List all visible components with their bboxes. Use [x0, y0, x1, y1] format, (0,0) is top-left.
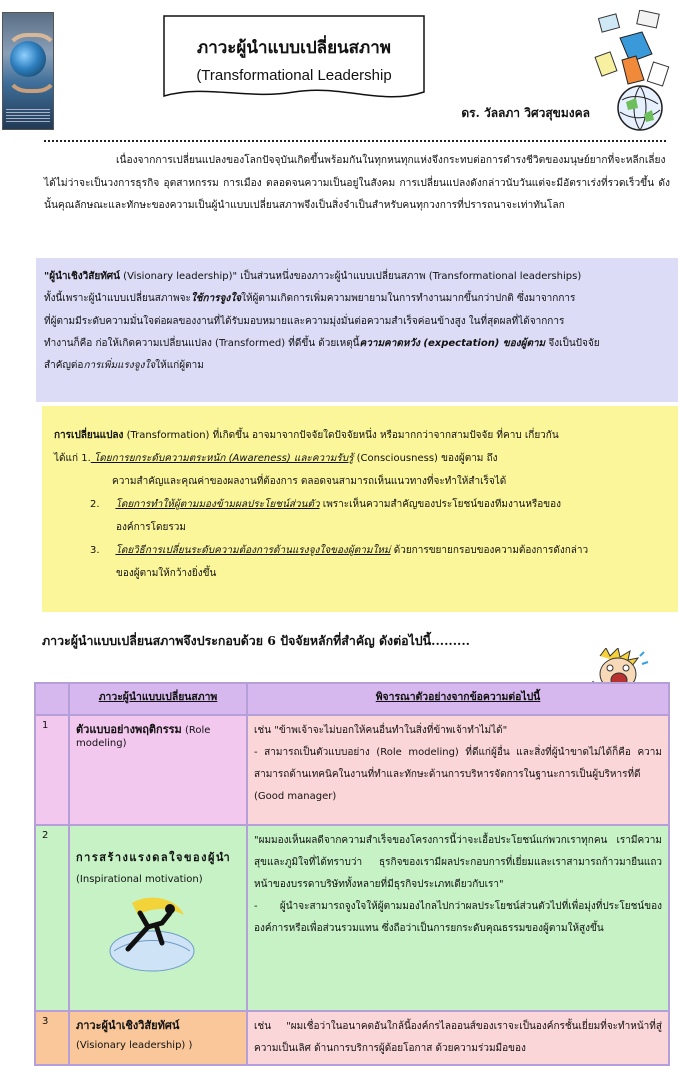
- example-cell: [247, 715, 669, 825]
- factor-title: การสร้างแรงดลใจของผู้นำ: [76, 851, 232, 864]
- visionary-term: ผู้นำเชิงวิสัยทัศน์: [49, 271, 120, 282]
- factor-title: ภาวะผู้นำเชิงวิสัยทัศน์: [76, 1019, 180, 1032]
- table-header-row: [35, 683, 669, 715]
- transformation-paragraph: [54, 424, 672, 585]
- transformation-item-1-number: ได้แก่ 1.: [54, 453, 91, 464]
- table-header-example: พิจารณาตัวอย่างจากข้อความต่อไปนี้: [247, 683, 669, 715]
- visionary-line-2a: ทั้งนี้เพราะผู้นำแบบเปลี่ยนสภาพจะ: [44, 293, 191, 305]
- transformation-item-2-text: เพราะเห็นความสำคัญของประโยชน์ของทีมงานหรือของ: [319, 499, 562, 510]
- transformation-item-2-heading: โดยการทำให้ผู้ตามมองข้ามผลประโยชน์ส่วนตัว: [115, 499, 320, 510]
- page-title: ภาวะผู้นำแบบเปลี่ยนสภาพ: [196, 38, 392, 58]
- visionary-line-4a: ทำงานก็คือ ก่อให้เกิดความเปลี่ยนแปลง (Transformed) ที่ดีขึ้น ด้วยเหตุนี้: [44, 337, 360, 349]
- transformation-item-2-number: 2.: [90, 499, 100, 510]
- visionary-line-4c: จึงเป็นปัจจัย: [545, 337, 600, 349]
- visionary-line-2c: ให้ผู้ตามเกิดการเพิ่มความพยายามในการทำงานมากขึ้นกว่าปกติ ซึ่งมาจากการ: [241, 293, 576, 305]
- flying-papers-clipart-icon: [592, 10, 674, 134]
- factor-english: (Visionary leadership) ): [76, 1040, 193, 1051]
- transformation-line-1: (Transformation) ที่เกิดขึ้น อาจมาจากปัจจัยใดปัจจัยหนึ่ง หรือมากกว่าจากสามปัจจัย ที่คาบ เกี่ยวกัน: [123, 430, 559, 441]
- factor-cell: [69, 715, 247, 825]
- factor-cell: [69, 825, 247, 1011]
- row-number: 2: [35, 825, 69, 1011]
- transformation-item-2-continued: องค์การโดยรวม: [116, 522, 186, 533]
- visionary-emphasis-increase: การเพิ่มแรงจูงใจ: [83, 360, 156, 372]
- table-header-number: [35, 683, 69, 715]
- transformation-item-3-continued: ของผู้ตามให้กว้างยิ่งขึ้น: [116, 568, 217, 579]
- transformation-term: การเปลี่ยนแปลง: [54, 430, 124, 441]
- table-row: [35, 1011, 669, 1065]
- example-text: "ผมมองเห็นผลดีจากความสำเร็จของโครงการนี้ว่าจะเอื้อประโยชน์แก่พวกเราทุกคน เรามีความสุขและภูมิใจที่ได้ทราบว่า ธุรกิจของเรามีผลประกอบการที่เยี่ยมและเราสามารถก้าวมายืนแถวหน้าของบรรดาบริษัททั้งหลายที่มีธุรกิจประเภทเดียวกับเรา" - ผู้นำจะสามารถจูงใจให้ผู้ตามมองไกลไปกว่าผลประโยชน์ส่วนตัวไปที่เพื่อมุ่งที่ประโยชน์ขององค์การหรือเพื่อส่วนรวมแทน ซึ่งถือว่าเป็นการยกระดับคุณธรรมของผู้ตามให้สูงขึ้น: [254, 835, 662, 934]
- visionary-line-3: ที่ผู้ตามมีระดับความมั่นใจต่อผลของงานที่ได้รับมอบหมายและความมุ่งมั่นต่อความสำเร็จค่อนข้างสูง ในที่สุดผลที่ได้จากการ: [44, 315, 565, 327]
- factor-title: ตัวแบบอย่างพฤติกรรม: [76, 723, 182, 736]
- transformation-item-3-text: ด้วยการขยายกรอบของความต้องการดังกล่าว: [390, 545, 589, 556]
- example-text: เช่น "ข้าพเจ้าจะไม่บอกให้คนอื่นทำในสิ่งที่ข้าพเจ้าทำไม่ได้" - สามารถเป็นตัวแบบอย่าง (Role modeling) ที่ดีแก่ผู้อื่น และสิ่งที่ผู้นำขาดไม่ได้ก็คือ ความสามารถด้านเทคนิคในงานที่ทำและทักษะด้านการบริหารจัดการในฐานะการเป็นผู้บริหารที่ดี (Good manager): [254, 725, 662, 802]
- table-header-factor: ภาวะผู้นำแบบเปลี่ยนสภาพ: [69, 683, 247, 715]
- factor-english: (Role modeling): [76, 725, 211, 749]
- visionary-line-1: (Visionary leadership)" เป็นส่วนหนึ่งของภาวะผู้นำแบบเปลี่ยนสภาพ (Transformational leaderships): [119, 271, 582, 282]
- example-cell: [247, 1011, 669, 1065]
- example-text: เช่น "ผมเชื่อว่าในอนาคตอันใกล้นี้องค์กรไลออนส์ของเราจะเป็นองค์กรชั้นเยี่ยมที่จะทำหน้าที่สู่ความเป็นเลิศ ด้านการบริการผู้ด้อยโอกาส ด้วยความร่วมมือของ: [254, 1021, 662, 1054]
- intro-paragraph: [44, 150, 670, 218]
- inspiration-figure-icon: [104, 893, 200, 975]
- visionary-emphasis-expectation: ความคาดหวัง (expectation) ของผู้ตาม: [359, 337, 546, 349]
- table-row: [35, 715, 669, 825]
- header-divider: [44, 140, 666, 142]
- factor-cell: [69, 1011, 247, 1065]
- row-number: 3: [35, 1011, 69, 1065]
- factors-heading: ภาวะผู้นำแบบเปลี่ยนสภาพจึงประกอบด้วย 6 ปัจจัยหลักที่สำคัญ ดังต่อไปนี้.........: [42, 633, 470, 648]
- transformation-item-1-text: (Consciousness) ของผู้ตาม ถึง: [353, 453, 498, 464]
- transformation-item-3-number: 3.: [90, 545, 100, 556]
- hands-icon: [5, 33, 59, 93]
- table-row: [35, 825, 669, 1011]
- visionary-emphasis-motivation: ใช้การจูงใจ: [190, 293, 242, 305]
- book-cover-title: [6, 109, 50, 123]
- visionary-paragraph: "ผู้นำเชิงวิสัยทัศน์ (Visionary leadership)" เป็นส่วนหนึ่งของภาวะผู้นำแบบเปลี่ยนสภาพ (Transformational leaderships) ทั้งนี้เพราะผู้นำแบบเปลี่ยนสภาพจะใช้การจูงใจให้ผู้ตามเกิดการเพิ่มความพยายามในการทำงานมากขึ้นกว่าปกติ ซึ่งมาจากการ ที่ผู้ตามมีระดับความมั่นใจต่อผลของงานที่ได้รับมอบหมายและความมุ่งมั่นต่อความสำเร็จค่อนข้างสูง ในที่สุดผลที่ได้จากการ ทำงานก็คือ ก่อให้เกิดความเปลี่ยนแปลง (Transformed) ที่ดีขึ้น ด้วยเหตุนี้ความคาดหวัง (expectation) ของผู้ตาม จึงเป็นปัจจัย สำคัญต่อการเพิ่มแรงจูงใจให้แก่ผู้ตาม: [44, 271, 600, 372]
- factors-table: [34, 682, 670, 1066]
- transformation-item-3-heading: โดยวิธีการเปลี่ยนระดับความต้องการด้านแรงจูงใจของผู้ตามใหม่: [115, 545, 391, 556]
- factor-english: (Inspirational motivation): [76, 874, 203, 885]
- book-cover-image: [2, 12, 54, 130]
- transformation-item-1-heading: โดยการยกระดับความตระหนัก (Awareness) และความรับรู้: [90, 453, 354, 464]
- author-name: ดร. วัลลภา วิศวสุขมงคล: [461, 106, 590, 120]
- visionary-line-5a: สำคัญต่อ: [44, 360, 84, 372]
- example-cell: [247, 825, 669, 1011]
- page-subtitle: (Transformational Leadership: [196, 67, 392, 84]
- intro-text: เนื่องจากการเปลี่ยนแปลงของโลกปัจจุบันเกิดขึ้นพร้อมกันในทุกหนทุกแห่งจึงกระทบต่อการดำรงชีวิตของมนุษย์ยากที่จะหลีกเลี่ยงได้ไม่ว่าจะเป็นวงการธุรกิจ อุตสาหกรรม การเมือง ตลอดจนความเป็นอยู่ในสังคม การเปลี่ยนแปลงดังกล่าวนับวันแต่จะมีอัตราเร่งที่รวดเร็วขึ้น ดังนั้นคุณลักษณะและทักษะของความเป็นผู้นำแบบเปลี่ยนสภาพจึงเป็นสิ่งจำเป็นสำหรับคนทุกวงการที่ปรารถนาจะเท่าทันโลก: [44, 155, 670, 211]
- row-number: 1: [35, 715, 69, 825]
- visionary-line-5c: ให้แก่ผู้ตาม: [155, 360, 204, 372]
- transformation-item-1-continued: ความสำคัญและคุณค่าของผลงานที่ต้องการ ตลอดจนสามารถเห็นแนวทางที่จะทำให้สำเร็จได้: [112, 476, 507, 487]
